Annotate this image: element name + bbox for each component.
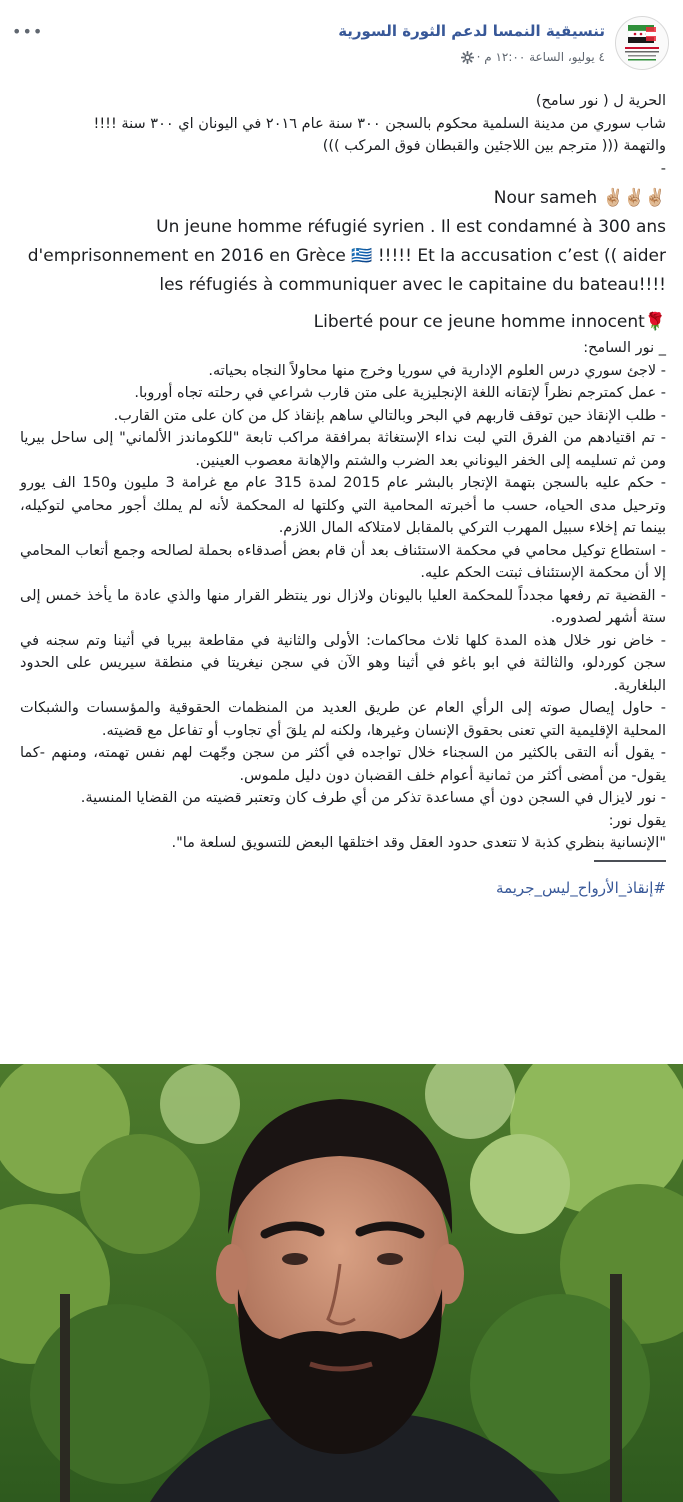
french-name-line: Nour sameh ✌🏼✌🏼✌🏼 <box>493 188 666 208</box>
quote-intro: يقول نور: <box>608 812 666 829</box>
page-avatar[interactable] <box>615 16 669 70</box>
separator-line <box>594 860 666 862</box>
list-item: - استطاع توكيل محامي في محكمة الاستئناف بعد أن قام بعض أصدقاءه بحملة لصالحه وجمع أتعاب المحامي إلا أن محكمة الإستئناف ثبتت الحكم عليه. <box>20 542 666 581</box>
list-item: - حاول إيصال صوته إلى الرأي العام عن طريق العديد من المنظمات الحقوقية والمؤسسات والشبكات المحلية الإقليمية التي تعنى بحقوق الإنسان وغيرها، ولكنه لم يلقَ أي تجاوب أو تفاعل مع قضيته. <box>20 700 666 739</box>
intro-line: - <box>660 160 666 177</box>
list-item: - القضية تم رفعها مجدداً للمحكمة العليا باليونان ولازال نور ينتظر القرار منها والذي عادة ما يأخذ خمس إلى ستة أشهر لصدوره. <box>20 587 666 626</box>
french-text: Un jeune homme réfugié syrien . Il est condamné à 300 ans d'emprisonnement en 2016 en Grèce 🇬🇷 !!!!! Et la accusation c’est (( aider les réfugiés à communiquer avec le capitaine du bateau!!!! <box>27 217 666 295</box>
intro-line: والتهمة ((( مترجم بين اللاجئين والقبطان فوق المركب ))) <box>322 138 666 154</box>
list-item: - طلب الإنقاذ حين توقف قاربهم في البحر وبالتالي ساهم بإنقاذ كل من كان على متن القارب. <box>113 407 666 424</box>
facts-list <box>20 360 666 810</box>
list-item: - خاض نور خلال هذه المدة كلها ثلاث محاكمات: الأولى والثانية في مقاطعة بيريا في أثينا وتم سجنه في سجن كوردلو، والثالثة في ابو باغو في أثينا وهو الآن في سجن نيغريتا في منطقة سيريس على الحدود البلغارية. <box>20 632 666 694</box>
list-heading: _ نور السامح: <box>583 340 666 356</box>
french-liberty-line: Liberté pour ce jeune homme innocent🌹 <box>313 312 666 332</box>
portrait-photo-icon <box>0 1064 683 1502</box>
french-section <box>20 184 666 300</box>
post-header <box>0 0 683 78</box>
gear-icon <box>461 51 474 64</box>
more-options-button[interactable]: ••• <box>12 22 44 41</box>
post-photo[interactable] <box>0 1064 683 1502</box>
timestamp[interactable]: ٤ يوليو، الساعة ١٢:٠٠ م · <box>476 50 605 64</box>
post-meta <box>461 50 605 64</box>
arabic-intro <box>20 90 666 180</box>
arabic-details <box>20 308 666 855</box>
list-item: - يقول أنه التقى بالكثير من السجناء خلال تواجده في أكثر من سجن وجّهت لهم نفس تهمته، ومنهم -كما يقول- من أمضى أكثر من ثمانية أعوام خلف القضبان دون دليل ملموس. <box>20 745 666 784</box>
intro-line: الحرية ل ( نور سامح) <box>535 93 666 109</box>
hashtag-link[interactable]: #إنقاذ_الأرواح_ليس_جريمة <box>496 879 666 897</box>
list-item: - لاجئ سوري درس العلوم الإدارية في سوريا وخرج منها محاولاً النجاه بحياته. <box>208 362 666 379</box>
page-name-link[interactable]: تنسيقية النمسا لدعم الثورة السورية <box>338 22 605 40</box>
list-item: - عمل كمترجم نظراً لإتقانه اللغة الإنجليزية على متن قارب شراعي في رحلته تجاه أوروبا. <box>134 385 666 401</box>
post-body <box>20 90 666 900</box>
coordination-logo-icon <box>616 17 668 69</box>
list-item: - نور لايزال في السجن دون أي مساعدة تذكر من أي طرف كان وتعتبر قضيته من القضايا المنسية. <box>80 790 666 806</box>
quote-text: "الإنسانية بنظري كذبة لا تتعدى حدود العقل وقد اختلقها البعض للتسويق لسلعة ما". <box>171 835 666 851</box>
list-item: - حكم عليه بالسجن بتهمة الإتجار بالبشر عام 2015 لمدة 315 عام مع غرامة 3 مليون و150 الف يورو وترحيل مدى الحياه، حسب ما أخبرته المحامية التي وكلتها له المحكمة لأنه لم يملك أجور محامي لتوكيله، بينما تم إخلاء سبيل المهرب التركي بالمقابل لامتلاكه المال اللازم. <box>20 475 666 536</box>
list-item: - تم اقتيادهم من الفرق التي لبت نداء الإستغاثة بمرافقة مراكب تابعة "للكوماندز الألماني" إلى ساحل بيريا ومن ثم تسليمه إلى الخفر اليوناني بعد الضرب والشتم والإهانة معصوب العينين. <box>20 430 666 469</box>
intro-line: شاب سوري من مدينة السلمية محكوم بالسجن ٣٠٠ سنة عام ٢٠١٦ في اليونان اي ٣٠٠ سنة !!!! <box>93 115 666 132</box>
